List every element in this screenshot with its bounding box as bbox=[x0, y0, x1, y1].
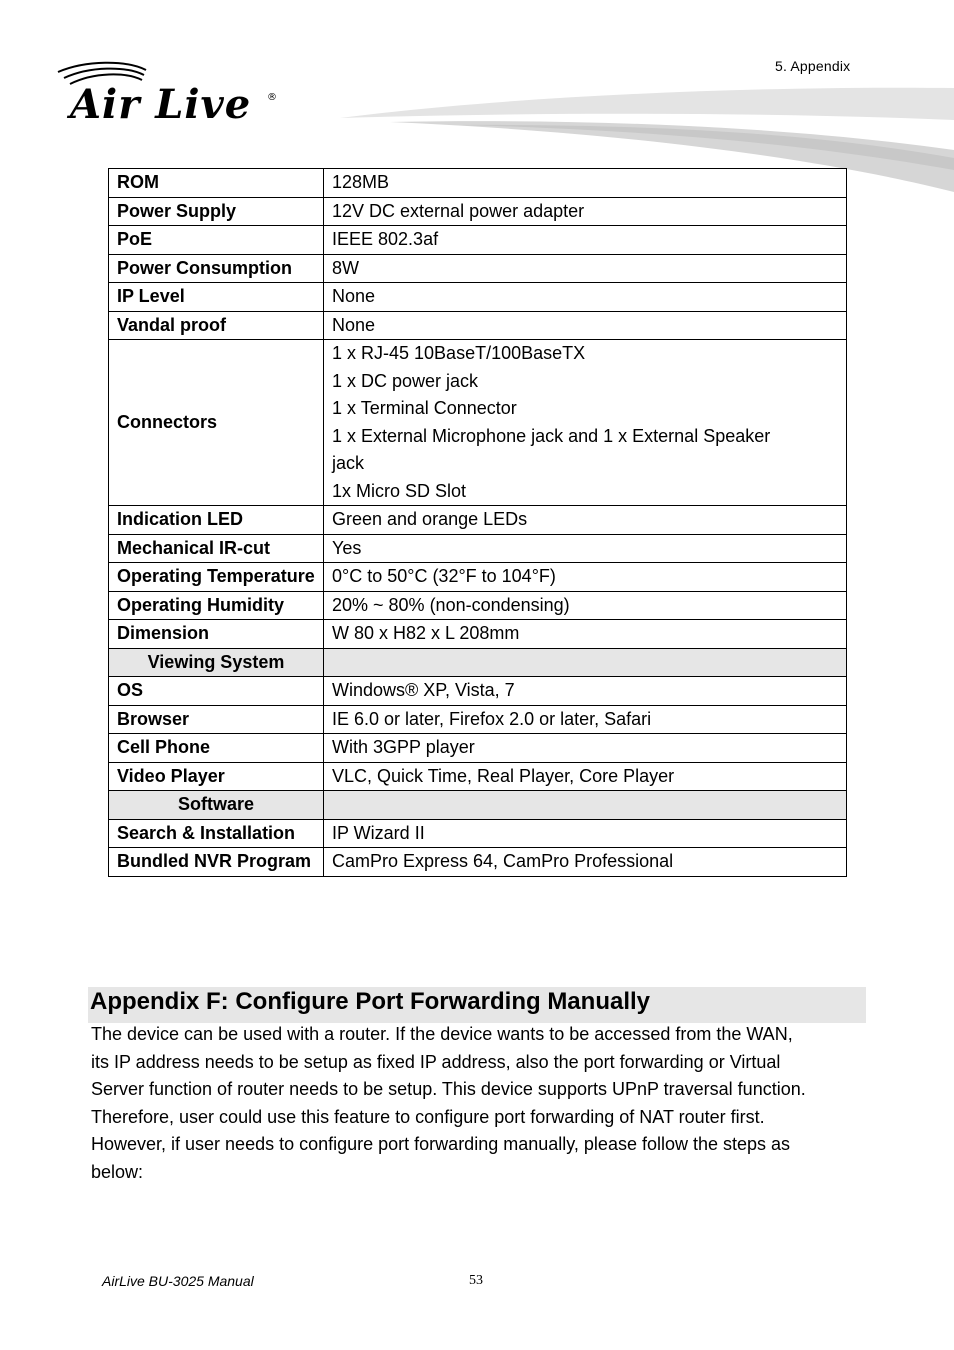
spec-key-cell: Operating Humidity bbox=[109, 591, 324, 620]
spec-value-line: 1 x External Microphone jack and 1 x External Speaker bbox=[332, 425, 771, 446]
svg-text:®: ® bbox=[267, 92, 277, 103]
footer-page-number: 53 bbox=[469, 1273, 483, 1288]
spec-value-cell bbox=[324, 197, 847, 226]
section-label: 5. Appendix bbox=[775, 58, 851, 74]
airlive-logo bbox=[56, 58, 281, 127]
spec-value-line: Windows® XP, Vista, 7 bbox=[332, 680, 515, 700]
section-title-cell: Viewing System bbox=[109, 648, 324, 677]
spec-value-line: 20% ~ 80% (non-condensing) bbox=[332, 594, 570, 615]
table-row bbox=[109, 762, 847, 791]
spec-value-cell bbox=[324, 311, 847, 340]
footer-manual-name: AirLive BU-3025 Manual bbox=[102, 1273, 254, 1289]
paragraph-line: Server function of router needs to be setup. This device supports UPnP traversal function. bbox=[91, 1079, 806, 1100]
paragraph-line: its IP address needs to be setup as fixed IP address, also the port forwarding or Virtual bbox=[91, 1051, 781, 1072]
spec-key-cell: Browser bbox=[109, 705, 324, 734]
spec-value-cell bbox=[324, 762, 847, 791]
spec-key-cell: Mechanical IR-cut bbox=[109, 534, 324, 563]
table-row bbox=[109, 563, 847, 592]
spec-value-cell bbox=[324, 734, 847, 763]
table-row bbox=[109, 311, 847, 340]
spec-value-line: IEEE 802.3af bbox=[332, 229, 439, 249]
spec-key-cell: Power Consumption bbox=[109, 254, 324, 283]
section-title-cell: Software bbox=[109, 791, 324, 820]
spec-value-cell bbox=[324, 226, 847, 255]
table-row bbox=[109, 591, 847, 620]
appendix-heading: Appendix F: Configure Port Forwarding Manually bbox=[88, 987, 866, 1023]
spec-key-cell: Vandal proof bbox=[109, 311, 324, 340]
airlive-logo-icon bbox=[56, 58, 281, 122]
table-row bbox=[109, 677, 847, 706]
spec-value-line: 0°C to 50°C (32°F to 104°F) bbox=[332, 566, 556, 586]
spec-value-line: 128MB bbox=[332, 172, 390, 192]
spec-value-cell bbox=[324, 534, 847, 563]
spec-value-cell bbox=[324, 563, 847, 592]
spec-key-cell: Indication LED bbox=[109, 506, 324, 535]
spec-key-cell: IP Level bbox=[109, 283, 324, 312]
spec-value-cell bbox=[324, 169, 847, 198]
spec-value-line: Yes bbox=[332, 537, 362, 558]
table-row bbox=[109, 169, 847, 198]
table-row bbox=[109, 254, 847, 283]
spec-value-cell bbox=[324, 677, 847, 706]
table-row bbox=[109, 283, 847, 312]
spec-value-line: 1 x DC power jack bbox=[332, 370, 479, 391]
spec-value-line: 12V DC external power adapter bbox=[332, 200, 585, 221]
appendix-paragraph bbox=[91, 1021, 881, 1187]
table-row bbox=[109, 534, 847, 563]
table-section-row bbox=[109, 648, 847, 677]
spec-value-line: None bbox=[332, 314, 376, 335]
table-row bbox=[109, 819, 847, 848]
table-row bbox=[109, 506, 847, 535]
spec-value-cell bbox=[324, 283, 847, 312]
spec-key-cell: Video Player bbox=[109, 762, 324, 791]
table-row bbox=[109, 226, 847, 255]
spec-value-cell bbox=[324, 819, 847, 848]
spec-value-cell bbox=[324, 620, 847, 649]
specifications-table bbox=[108, 168, 847, 877]
spec-value-line: Green and orange LEDs bbox=[332, 509, 528, 529]
spec-key-cell: OS bbox=[109, 677, 324, 706]
paragraph-line: below: bbox=[91, 1161, 144, 1182]
spec-value-line: With 3GPP player bbox=[332, 737, 475, 757]
spec-key-cell: Bundled NVR Program bbox=[109, 848, 324, 877]
paragraph-line: The device can be used with a router. If the device wants to be accessed from the WAN, bbox=[91, 1024, 793, 1044]
spec-key-cell: Connectors bbox=[109, 340, 324, 506]
spec-value-cell bbox=[324, 705, 847, 734]
spec-key-cell: Dimension bbox=[109, 620, 324, 649]
spec-value-cell bbox=[324, 254, 847, 283]
spec-key-cell: PoE bbox=[109, 226, 324, 255]
spec-value-line: 1x Micro SD Slot bbox=[332, 480, 467, 501]
spec-key-cell: Operating Temperature bbox=[109, 563, 324, 592]
spec-value-cell bbox=[324, 648, 847, 677]
spec-value-cell bbox=[324, 506, 847, 535]
table-row bbox=[109, 620, 847, 649]
spec-key-cell: Search & Installation bbox=[109, 819, 324, 848]
spec-value-line: jack bbox=[332, 453, 365, 473]
spec-value-cell bbox=[324, 591, 847, 620]
spec-value-line: W 80 x H82 x L 208mm bbox=[332, 623, 520, 643]
spec-value-line: 1 x Terminal Connector bbox=[332, 398, 517, 418]
table-section-row bbox=[109, 791, 847, 820]
spec-value-line: VLC, Quick Time, Real Player, Core Player bbox=[332, 765, 675, 786]
spec-key-cell: Power Supply bbox=[109, 197, 324, 226]
spec-key-cell: Cell Phone bbox=[109, 734, 324, 763]
paragraph-line: However, if user needs to configure port forwarding manually, please follow the steps as bbox=[91, 1134, 791, 1155]
table-row bbox=[109, 734, 847, 763]
spec-value-cell bbox=[324, 848, 847, 877]
spec-value-line: IE 6.0 or later, Firefox 2.0 or later, Safari bbox=[332, 708, 652, 729]
table-row bbox=[109, 197, 847, 226]
spec-value-cell bbox=[324, 340, 847, 506]
spec-value-line: 8W bbox=[332, 257, 359, 278]
table-row bbox=[109, 848, 847, 877]
spec-value-cell bbox=[324, 791, 847, 820]
spec-key-cell: ROM bbox=[109, 169, 324, 198]
spec-value-line: 1 x RJ-45 10BaseT/100BaseTX bbox=[332, 343, 586, 363]
table-row bbox=[109, 705, 847, 734]
spec-value-line: IP Wizard II bbox=[332, 822, 425, 843]
table-row bbox=[109, 340, 847, 506]
spec-value-line: None bbox=[332, 286, 376, 306]
svg-text:Air Live: Air Live bbox=[70, 81, 252, 122]
paragraph-line: Therefore, user could use this feature to configure port forwarding of NAT router first. bbox=[91, 1106, 765, 1127]
spec-value-line: CamPro Express 64, CamPro Professional bbox=[332, 851, 674, 871]
